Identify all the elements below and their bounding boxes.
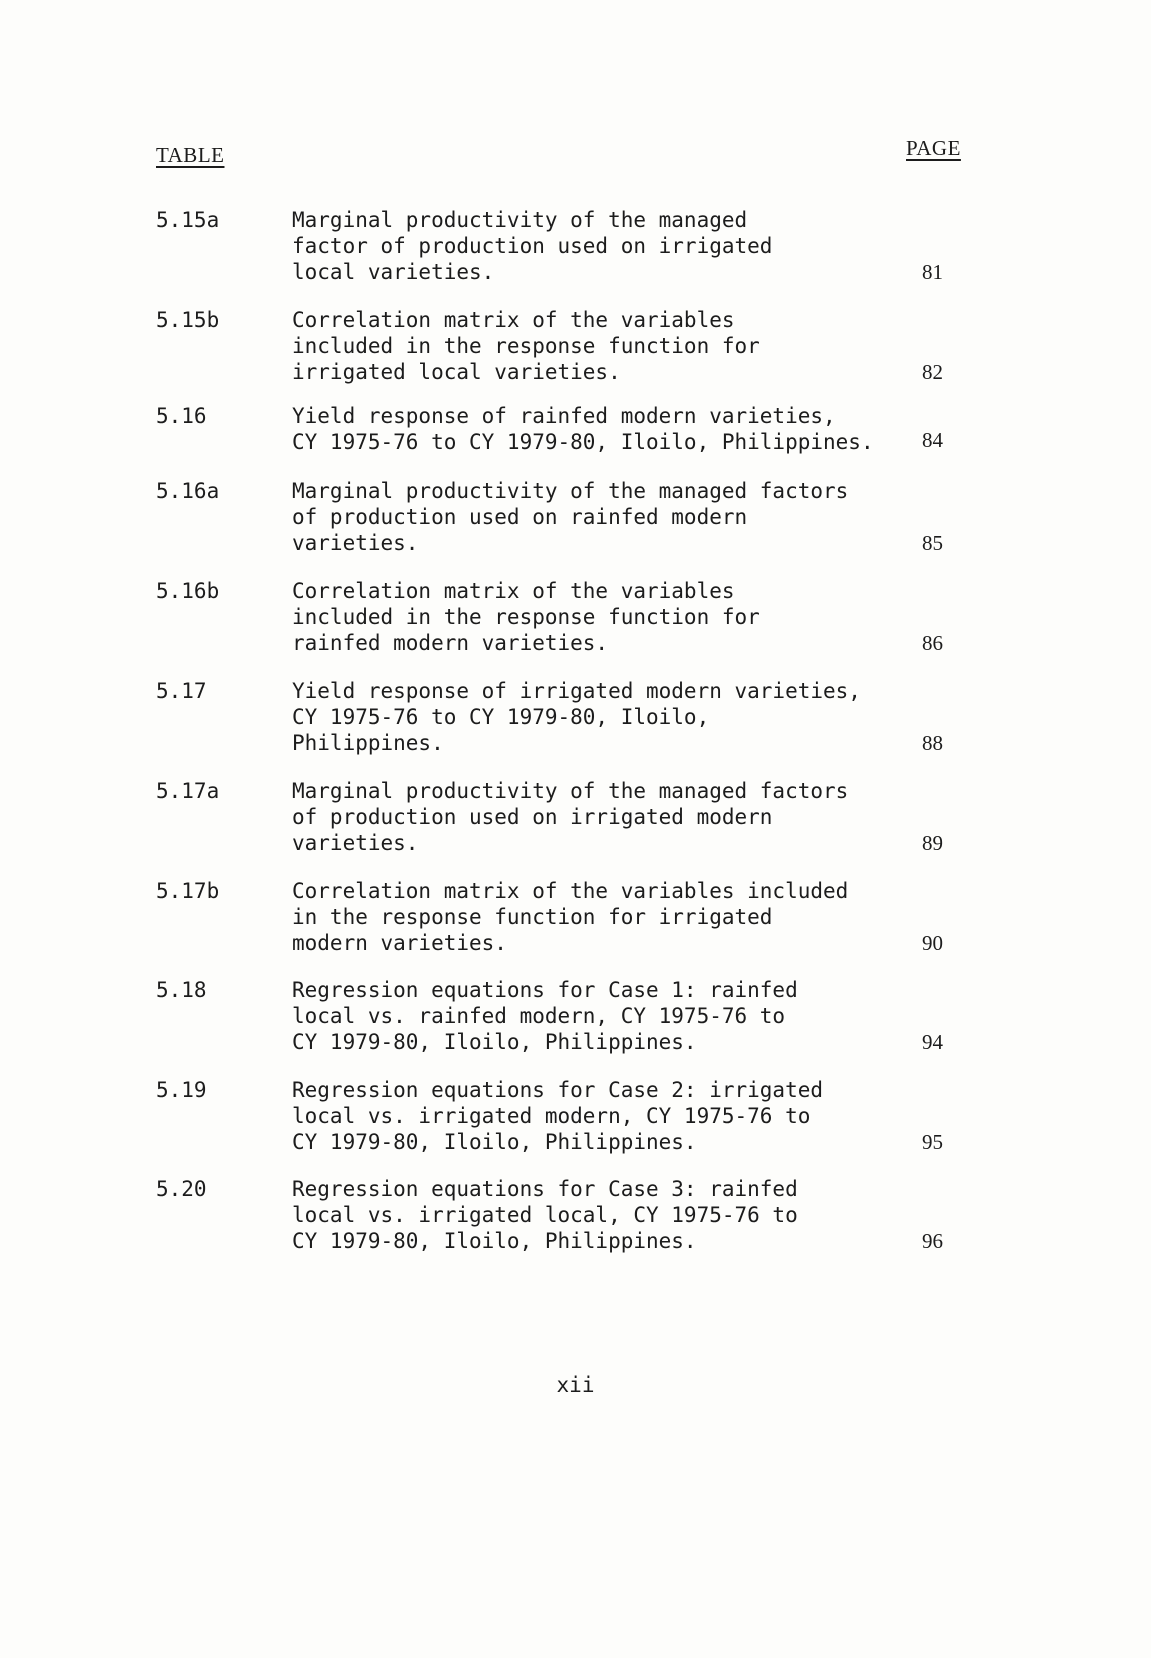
table-number: 5.19 <box>156 1078 207 1102</box>
table-title <box>292 478 912 556</box>
table-title-line: CY 1975-76 to CY 1979-80, Iloilo, Philippines. <box>292 430 874 454</box>
table-number: 5.17b <box>156 879 220 903</box>
table-number: 5.16 <box>156 404 207 428</box>
page-reference: 88 <box>922 731 943 755</box>
table-entry <box>0 1077 1151 1167</box>
table-title-line: included in the response function for <box>292 605 760 629</box>
table-title-line: CY 1979-80, Iloilo, Philippines. <box>292 1030 697 1054</box>
table-title-line: varieties. <box>292 531 419 555</box>
table-title-line: of production used on irrigated modern <box>292 805 773 829</box>
page-column-header: PAGE <box>906 136 961 160</box>
table-title-line: Correlation matrix of the variables included <box>292 879 849 903</box>
page-reference: 95 <box>922 1130 943 1154</box>
page-reference: 96 <box>922 1229 943 1253</box>
table-title-line: CY 1979-80, Iloilo, Philippines. <box>292 1130 697 1154</box>
table-title-line: CY 1979-80, Iloilo, Philippines. <box>292 1229 697 1253</box>
table-title-line: local vs. irrigated local, CY 1975-76 to <box>292 1203 798 1227</box>
table-number: 5.16b <box>156 579 220 603</box>
table-title-line: Yield response of irrigated modern varieties, <box>292 679 861 703</box>
table-title-line: Marginal productivity of the managed factors <box>292 779 849 803</box>
table-entry <box>0 878 1151 968</box>
table-entry <box>0 478 1151 568</box>
table-title-line: Marginal productivity of the managed <box>292 208 748 232</box>
table-title <box>292 403 912 455</box>
table-number: 5.16a <box>156 479 220 503</box>
table-number: 5.20 <box>156 1177 207 1201</box>
table-title <box>292 678 912 756</box>
table-title <box>292 207 912 285</box>
page-reference: 84 <box>922 428 943 452</box>
table-title-line: Philippines. <box>292 731 444 755</box>
table-title-line: local vs. irrigated modern, CY 1975-76 to <box>292 1104 811 1128</box>
table-entry <box>0 207 1151 297</box>
page-reference: 86 <box>922 631 943 655</box>
table-title-line: factor of production used on irrigated <box>292 234 773 258</box>
table-title-line: Yield response of rainfed modern varieties, <box>292 404 836 428</box>
page-reference: 81 <box>922 260 943 284</box>
table-number: 5.15b <box>156 308 220 332</box>
table-title-line: Correlation matrix of the variables <box>292 579 735 603</box>
table-number: 5.15a <box>156 208 220 232</box>
table-title-line: of production used on rainfed modern <box>292 505 748 529</box>
table-title <box>292 977 912 1055</box>
table-entry <box>0 578 1151 668</box>
table-title-line: varieties. <box>292 831 419 855</box>
table-title <box>292 578 912 656</box>
table-title <box>292 878 912 956</box>
page-reference: 85 <box>922 531 943 555</box>
table-number: 5.18 <box>156 978 207 1002</box>
table-title-line: included in the response function for <box>292 334 760 358</box>
table-title-line: Regression equations for Case 2: irrigated <box>292 1078 824 1102</box>
table-title-line: Marginal productivity of the managed factors <box>292 479 849 503</box>
table-title-line: Regression equations for Case 3: rainfed <box>292 1177 798 1201</box>
table-title-line: rainfed modern varieties. <box>292 631 609 655</box>
table-title-line: in the response function for irrigated <box>292 905 773 929</box>
table-entry <box>0 1176 1151 1266</box>
table-entry <box>0 307 1151 397</box>
table-number: 5.17a <box>156 779 220 803</box>
table-title-line: modern varieties. <box>292 931 507 955</box>
table-entry <box>0 678 1151 768</box>
table-entry <box>0 778 1151 868</box>
table-title <box>292 1176 912 1254</box>
table-entry <box>0 977 1151 1067</box>
page-reference: 94 <box>922 1030 943 1054</box>
table-title <box>292 307 912 385</box>
table-number: 5.17 <box>156 679 207 703</box>
table-title-line: local varieties. <box>292 260 495 284</box>
table-title-line: Correlation matrix of the variables <box>292 308 735 332</box>
page-reference: 82 <box>922 360 943 384</box>
table-title-line: CY 1975-76 to CY 1979-80, Iloilo, <box>292 705 710 729</box>
page-number: xii <box>556 1373 595 1397</box>
page-reference: 90 <box>922 931 943 955</box>
table-column-header: TABLE <box>156 143 225 167</box>
table-title-line: local vs. rainfed modern, CY 1975-76 to <box>292 1004 786 1028</box>
table-title-line: irrigated local varieties. <box>292 360 621 384</box>
table-title <box>292 1077 912 1155</box>
table-title-line: Regression equations for Case 1: rainfed <box>292 978 798 1002</box>
page-reference: 89 <box>922 831 943 855</box>
table-title <box>292 778 912 856</box>
